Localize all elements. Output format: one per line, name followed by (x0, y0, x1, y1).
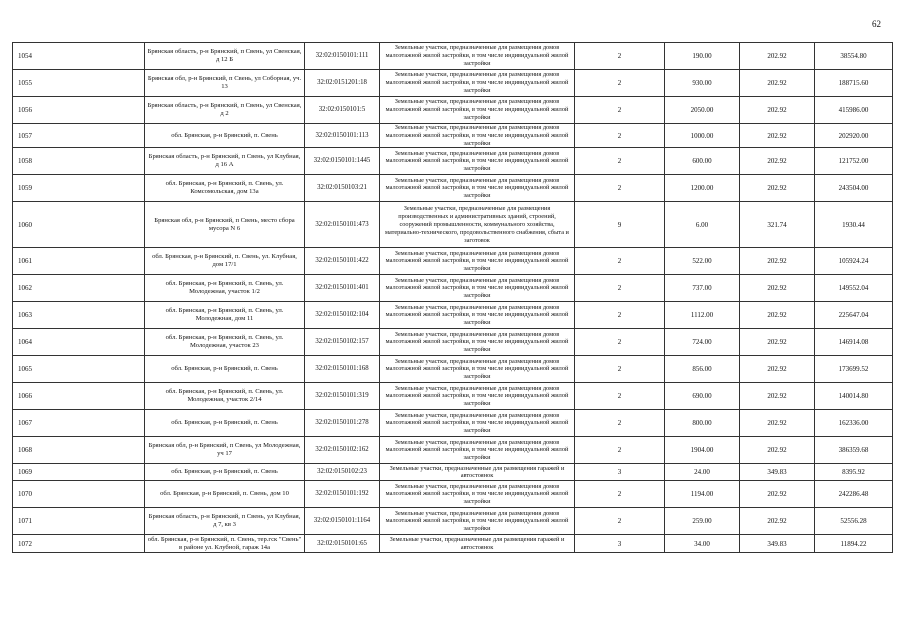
rate-cell: 202.92 (740, 383, 815, 410)
area-cell: 522.00 (665, 248, 740, 275)
land-use-cell: Земельные участки, предназначенные для размещения домов малоэтажной жилой застройки, в том числе индивидуальной жилой застройки (380, 124, 575, 148)
area-cell: 259.00 (665, 508, 740, 535)
area-cell: 34.00 (665, 535, 740, 553)
address-cell: обл. Брянская, р-н Брянский, п. Свень (145, 356, 305, 383)
land-use-cell: Земельные участки, предназначенные для размещения домов малоэтажной жилой застройки, в том числе индивидуальной жилой застройки (380, 383, 575, 410)
area-cell: 1194.00 (665, 481, 740, 508)
cadastral-number-cell: 32:02:0150101:111 (305, 43, 380, 70)
table-row (13, 202, 893, 248)
rate-cell: 349.83 (740, 535, 815, 553)
cadastral-number-cell: 32:02:0150101:473 (305, 202, 380, 248)
cadastral-value-cell: 162336.00 (815, 410, 893, 437)
cadastral-number-cell: 32:02:0150101:401 (305, 275, 380, 302)
row-number: 1072 (13, 535, 145, 553)
cadastral-number-cell: 32:02:0150101:319 (305, 383, 380, 410)
group-cell: 2 (575, 97, 665, 124)
group-cell: 9 (575, 202, 665, 248)
table-body (13, 43, 893, 553)
address-cell: Брянская область, р-н Брянский, п Свень, ул Клубная, д 7, кв 3 (145, 508, 305, 535)
address-cell: Брянская обл, р-н Брянский, п Свень, ул Соборная, уч. 13 (145, 70, 305, 97)
table-row (13, 535, 893, 553)
area-cell: 1112.00 (665, 302, 740, 329)
table-row (13, 302, 893, 329)
land-use-cell: Земельные участки, предназначенные для размещения домов малоэтажной жилой застройки, в том числе индивидуальной жилой застройки (380, 97, 575, 124)
cadastral-number-cell: 32:02:0150101:65 (305, 535, 380, 553)
area-cell: 1200.00 (665, 175, 740, 202)
address-cell: Брянская обл, р-н Брянский, п Свень, ул Молодежная, уч 17 (145, 437, 305, 464)
rate-cell: 202.92 (740, 508, 815, 535)
cadastral-number-cell: 32:02:0150101:278 (305, 410, 380, 437)
rate-cell: 202.92 (740, 70, 815, 97)
table-row (13, 437, 893, 464)
area-cell: 724.00 (665, 329, 740, 356)
row-number: 1069 (13, 464, 145, 481)
table-row (13, 410, 893, 437)
cadastral-value-cell: 140014.80 (815, 383, 893, 410)
row-number: 1058 (13, 148, 145, 175)
table-row (13, 124, 893, 148)
group-cell: 2 (575, 175, 665, 202)
address-cell: обл. Брянская, р-н Брянский, п. Свень (145, 124, 305, 148)
group-cell: 2 (575, 43, 665, 70)
address-cell: Брянская область, р-н Брянский, п Свень, ул Свенская, д 2 (145, 97, 305, 124)
address-cell: обл. Брянская, р-н Брянский, п. Свень, ул. Молодежная, дом 11 (145, 302, 305, 329)
group-cell: 2 (575, 124, 665, 148)
row-number: 1057 (13, 124, 145, 148)
land-use-cell: Земельные участки, предназначенные для размещения домов малоэтажной жилой застройки, в том числе индивидуальной жилой застройки (380, 70, 575, 97)
cadastral-value-cell: 243504.00 (815, 175, 893, 202)
group-cell: 2 (575, 70, 665, 97)
cadastral-number-cell: 32:02:0150102:157 (305, 329, 380, 356)
area-cell: 600.00 (665, 148, 740, 175)
address-cell: обл. Брянская, р-н Брянский, п. Свень (145, 464, 305, 481)
group-cell: 3 (575, 535, 665, 553)
table-row (13, 329, 893, 356)
row-number: 1064 (13, 329, 145, 356)
group-cell: 2 (575, 148, 665, 175)
address-cell: обл. Брянская, р-н Брянский, п. Свень, ул. Молодежная, участок 2/14 (145, 383, 305, 410)
row-number: 1071 (13, 508, 145, 535)
cadastral-value-cell: 121752.00 (815, 148, 893, 175)
cadastral-number-cell: 32:02:0150101:168 (305, 356, 380, 383)
cadastral-number-cell: 32:02:0151201:18 (305, 70, 380, 97)
group-cell: 2 (575, 356, 665, 383)
area-cell: 930.00 (665, 70, 740, 97)
rate-cell: 202.92 (740, 275, 815, 302)
table-row (13, 43, 893, 70)
cadastral-number-cell: 32:02:0150101:422 (305, 248, 380, 275)
cadastral-value-cell: 149552.04 (815, 275, 893, 302)
group-cell: 2 (575, 437, 665, 464)
area-cell: 690.00 (665, 383, 740, 410)
land-use-cell: Земельные участки, предназначенные для размещения домов малоэтажной жилой застройки, в том числе индивидуальной жилой застройки (380, 148, 575, 175)
cadastral-number-cell: 32:02:0150103:21 (305, 175, 380, 202)
row-number: 1056 (13, 97, 145, 124)
cadastral-value-cell: 242286.48 (815, 481, 893, 508)
cadastral-value-cell: 225647.04 (815, 302, 893, 329)
cadastral-value-cell: 188715.60 (815, 70, 893, 97)
rate-cell: 202.92 (740, 437, 815, 464)
land-use-cell: Земельные участки, предназначенные для размещения домов малоэтажной жилой застройки, в том числе индивидуальной жилой застройки (380, 248, 575, 275)
row-number: 1067 (13, 410, 145, 437)
area-cell: 1000.00 (665, 124, 740, 148)
group-cell: 3 (575, 464, 665, 481)
address-cell: обл. Брянская, р-н Брянский, п. Свень, ул. Молодежная, участок 23 (145, 329, 305, 356)
area-cell: 856.00 (665, 356, 740, 383)
row-number: 1060 (13, 202, 145, 248)
land-use-cell: Земельные участки, предназначенные для размещения домов малоэтажной жилой застройки, в том числе индивидуальной жилой застройки (380, 437, 575, 464)
table-row (13, 97, 893, 124)
rate-cell: 202.92 (740, 148, 815, 175)
row-number: 1070 (13, 481, 145, 508)
rate-cell: 202.92 (740, 356, 815, 383)
group-cell: 2 (575, 410, 665, 437)
group-cell: 2 (575, 248, 665, 275)
land-use-cell: Земельные участки, предназначенные для размещения гаражей и автостоянок (380, 464, 575, 481)
area-cell: 2050.00 (665, 97, 740, 124)
rate-cell: 202.92 (740, 410, 815, 437)
row-number: 1063 (13, 302, 145, 329)
address-cell: обл. Брянская, р-н Брянский, п. Свень (145, 410, 305, 437)
cadastral-value-cell: 8395.92 (815, 464, 893, 481)
cadastral-number-cell: 32:02:0150102:162 (305, 437, 380, 464)
cadastral-value-table (12, 42, 893, 553)
table-row (13, 481, 893, 508)
cadastral-number-cell: 32:02:0150102:104 (305, 302, 380, 329)
cadastral-value-cell: 146914.08 (815, 329, 893, 356)
cadastral-value-cell: 38554.80 (815, 43, 893, 70)
rate-cell: 202.92 (740, 175, 815, 202)
land-use-cell: Земельные участки, предназначенные для размещения домов малоэтажной жилой застройки, в том числе индивидуальной жилой застройки (380, 175, 575, 202)
row-number: 1065 (13, 356, 145, 383)
row-number: 1055 (13, 70, 145, 97)
area-cell: 6.00 (665, 202, 740, 248)
cadastral-value-cell: 173699.52 (815, 356, 893, 383)
address-cell: обл. Брянская, р-н Брянский, п. Свень, ул. Комсомольская, дом 13а (145, 175, 305, 202)
cadastral-value-cell: 386359.68 (815, 437, 893, 464)
rate-cell: 202.92 (740, 302, 815, 329)
rate-cell: 202.92 (740, 481, 815, 508)
table-row (13, 248, 893, 275)
cadastral-number-cell: 32:02:0150101:1164 (305, 508, 380, 535)
land-use-cell: Земельные участки, предназначенные для размещения домов малоэтажной жилой застройки, в том числе индивидуальной жилой застройки (380, 275, 575, 302)
area-cell: 737.00 (665, 275, 740, 302)
cadastral-value-cell: 1930.44 (815, 202, 893, 248)
row-number: 1068 (13, 437, 145, 464)
row-number: 1059 (13, 175, 145, 202)
land-use-cell: Земельные участки, предназначенные для размещения домов малоэтажной жилой застройки, в том числе индивидуальной жилой застройки (380, 356, 575, 383)
row-number: 1061 (13, 248, 145, 275)
table-row (13, 175, 893, 202)
row-number: 1054 (13, 43, 145, 70)
area-cell: 800.00 (665, 410, 740, 437)
group-cell: 2 (575, 275, 665, 302)
address-cell: обл. Брянская, р-н Брянский, п. Свень, дом 10 (145, 481, 305, 508)
group-cell: 2 (575, 383, 665, 410)
table-row (13, 356, 893, 383)
rate-cell: 202.92 (740, 43, 815, 70)
land-use-cell: Земельные участки, предназначенные для размещения домов малоэтажной жилой застройки, в том числе индивидуальной жилой застройки (380, 302, 575, 329)
land-use-cell: Земельные участки, предназначенные для размещения домов малоэтажной жилой застройки, в том числе индивидуальной жилой застройки (380, 481, 575, 508)
row-number: 1062 (13, 275, 145, 302)
group-cell: 2 (575, 508, 665, 535)
area-cell: 190.00 (665, 43, 740, 70)
address-cell: обл. Брянская, р-н Брянский, п. Свень, ул. Молодежная, участок 1/2 (145, 275, 305, 302)
address-cell: Брянская обл, р-н Брянский, п Свень, место сбора мусора N 6 (145, 202, 305, 248)
page-number: 62 (872, 19, 881, 29)
cadastral-number-cell: 32:02:0150101:113 (305, 124, 380, 148)
table-row (13, 383, 893, 410)
address-cell: обл. Брянская, р-н Брянский, п. Свень, ул. Клубная, дом 17/1 (145, 248, 305, 275)
address-cell: обл. Брянская, р-н Брянский, п. Свень, тер.гск "Свень" в районе ул. Клубной, гараж 14а (145, 535, 305, 553)
rate-cell: 202.92 (740, 248, 815, 275)
rate-cell: 321.74 (740, 202, 815, 248)
cadastral-number-cell: 32:02:0150102:23 (305, 464, 380, 481)
land-use-cell: Земельные участки, предназначенные для размещения домов малоэтажной жилой застройки, в том числе индивидуальной жилой застройки (380, 410, 575, 437)
row-number: 1066 (13, 383, 145, 410)
table-row (13, 275, 893, 302)
group-cell: 2 (575, 302, 665, 329)
address-cell: Брянская область, р-н Брянский, п Свень, ул Клубная, д 16 А (145, 148, 305, 175)
table-row (13, 70, 893, 97)
land-use-cell: Земельные участки, предназначенные для размещения домов малоэтажной жилой застройки, в том числе индивидуальной жилой застройки (380, 329, 575, 356)
cadastral-number-cell: 32:02:0150101:192 (305, 481, 380, 508)
cadastral-value-cell: 105924.24 (815, 248, 893, 275)
land-use-cell: Земельные участки, предназначенные для размещения домов малоэтажной жилой застройки, в том числе индивидуальной жилой застройки (380, 43, 575, 70)
cadastral-number-cell: 32:02:0150101:5 (305, 97, 380, 124)
area-cell: 24.00 (665, 464, 740, 481)
cadastral-value-cell: 11894.22 (815, 535, 893, 553)
area-cell: 1904.00 (665, 437, 740, 464)
table-row (13, 464, 893, 481)
group-cell: 2 (575, 329, 665, 356)
rate-cell: 202.92 (740, 97, 815, 124)
land-use-cell: Земельные участки, предназначенные для размещения производственных и административных зданий, строений, сооружений промышленности, коммунального хозяйства, материально-технического, продовольственного снабжения, сбыта и заготовок (380, 202, 575, 248)
rate-cell: 349.83 (740, 464, 815, 481)
land-use-cell: Земельные участки, предназначенные для размещения домов малоэтажной жилой застройки, в том числе индивидуальной жилой застройки (380, 508, 575, 535)
rate-cell: 202.92 (740, 124, 815, 148)
table-row (13, 148, 893, 175)
cadastral-value-cell: 415986.00 (815, 97, 893, 124)
rate-cell: 202.92 (740, 329, 815, 356)
cadastral-value-cell: 202920.00 (815, 124, 893, 148)
group-cell: 2 (575, 481, 665, 508)
cadastral-number-cell: 32:02:0150101:1445 (305, 148, 380, 175)
cadastral-value-cell: 52556.28 (815, 508, 893, 535)
table-row (13, 508, 893, 535)
address-cell: Брянская область, р-н Брянский, п Свень, ул Свенская, д 12 Б (145, 43, 305, 70)
land-use-cell: Земельные участки, предназначенные для размещения гаражей и автостоянок (380, 535, 575, 553)
